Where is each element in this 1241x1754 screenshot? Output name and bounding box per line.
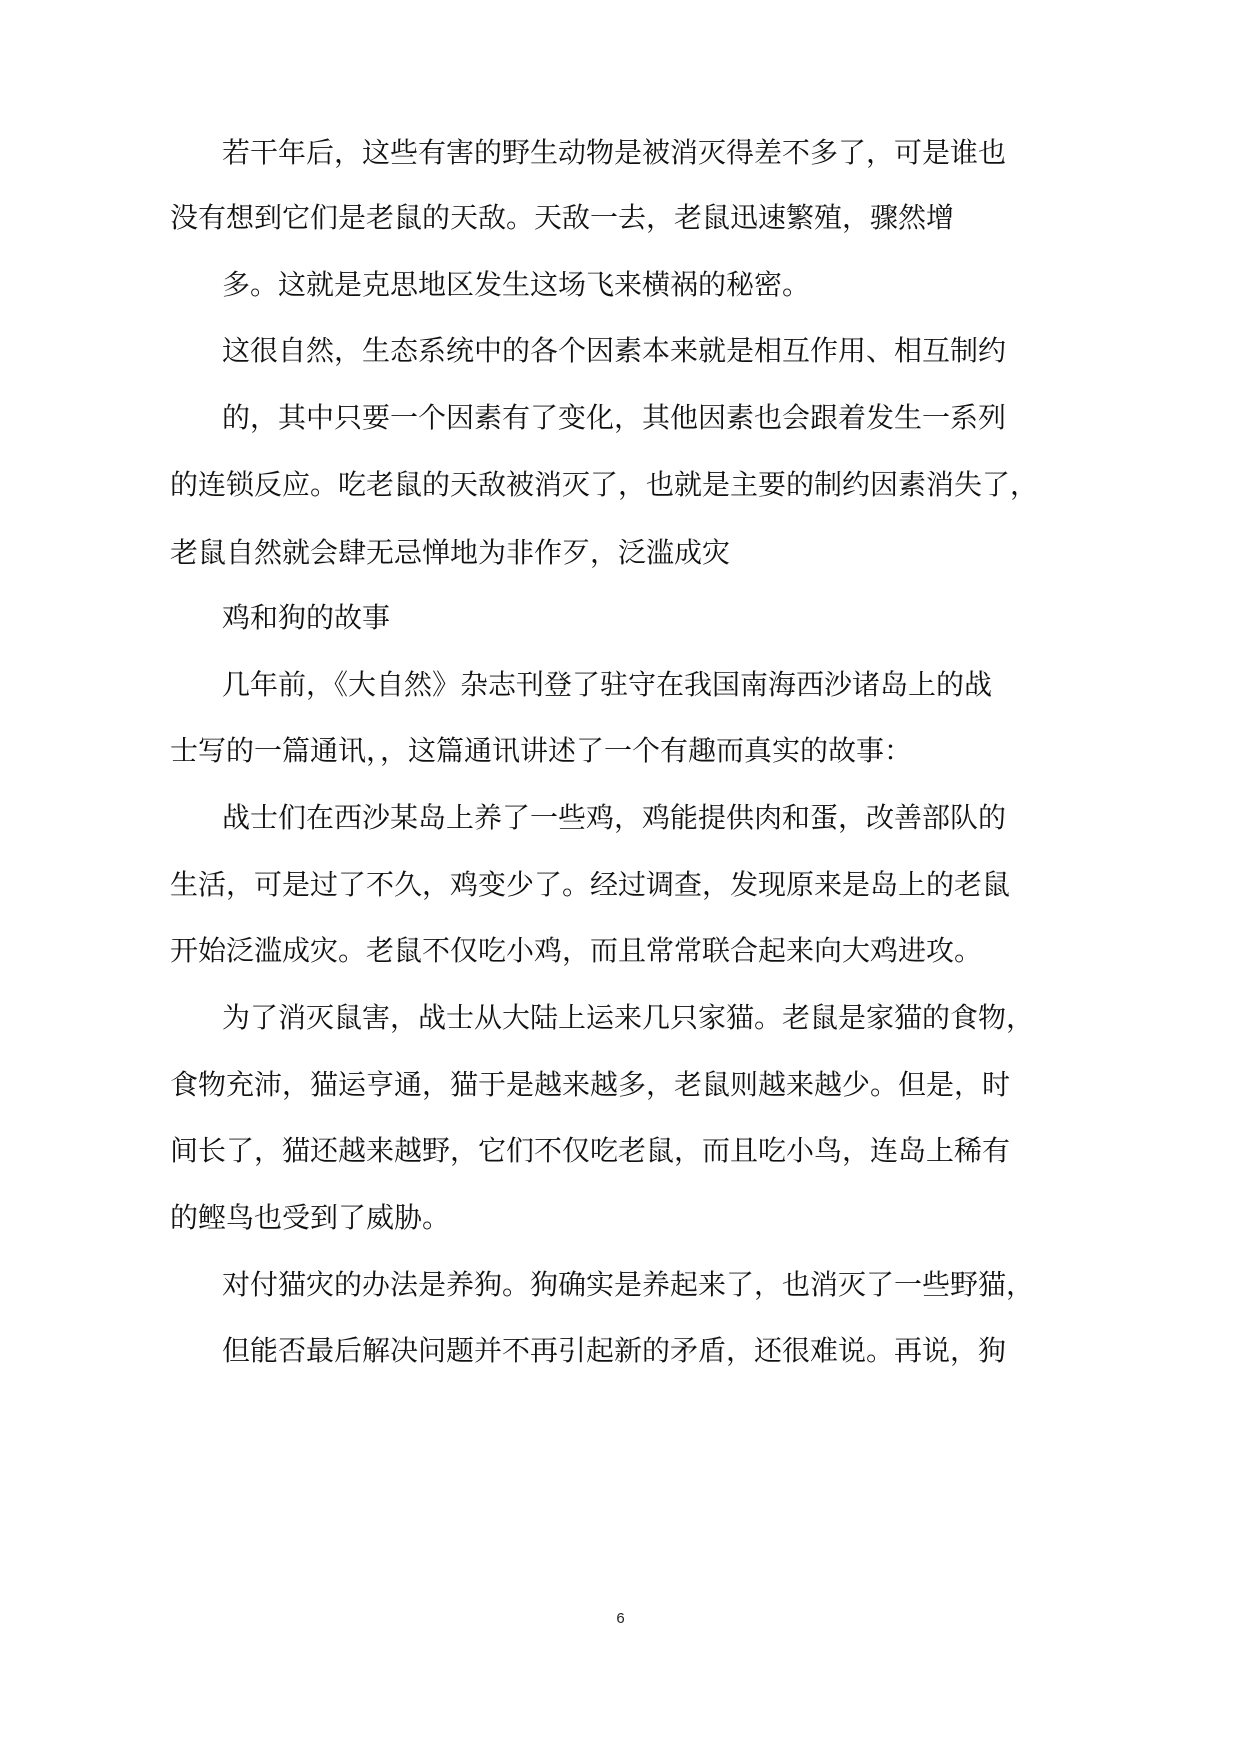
text-line: 生活，可是过了不久，鸡变少了。经过调查，发现原来是岛上的老鼠 (170, 868, 1011, 901)
text-line: 食物充沛，猫运亨通，猫于是越来越多，老鼠则越来越少。但是，时 (170, 1068, 1011, 1101)
text-line: 没有想到它们是老鼠的天敌。天敌一去，老鼠迅速繁殖，骤然增 (170, 201, 955, 234)
text-line: 多。这就是克思地区发生这场飞来横祸的秘密。 (222, 268, 811, 301)
text-line: 战士们在西沙某岛上养了一些鸡，鸡能提供肉和蛋，改善部队的 (222, 801, 1007, 834)
text-line: 间长了，猫还越来越野，它们不仅吃老鼠，而且吃小鸟，连岛上稀有 (170, 1134, 1011, 1167)
text-line: 的连锁反应。吃老鼠的天敌被消灭了，也就是主要的制约因素消失了， (170, 468, 1039, 501)
text-line: 几年前，《大自然》杂志刊登了驻守在我国南海西沙诸岛上的战 (222, 668, 993, 701)
text-line: 这很自然，生态系统中的各个因素本来就是相互作用、相互制约 (222, 334, 1007, 367)
text-line: 士写的一篇通讯，，这篇通讯讲述了一个有趣而真实的故事： (170, 734, 913, 767)
section-heading: 鸡和狗的故事 (222, 601, 391, 634)
text-line: 但能否最后解决问题并不再引起新的矛盾，还很难说。再说，狗 (222, 1334, 1007, 1367)
text-line: 开始泛滥成灾。老鼠不仅吃小鸡，而且常常联合起来向大鸡进攻。 (170, 934, 983, 967)
text-line: 对付猫灾的办法是养狗。狗确实是养起来了，也消灭了一些野猫， (222, 1268, 1035, 1301)
text-line: 的鲣鸟也受到了威胁。 (170, 1201, 451, 1234)
page-number: 6 (616, 1610, 625, 1627)
text-line: 的，其中只要一个因素有了变化，其他因素也会跟着发生一系列 (222, 401, 1007, 434)
text-line: 老鼠自然就会肆无忌惮地为非作歹，泛滥成灾 (170, 536, 731, 569)
text-line: 若干年后，这些有害的野生动物是被消灭得差不多了，可是谁也 (222, 136, 1007, 169)
text-line: 为了消灭鼠害，战士从大陆上运来几只家猫。老鼠是家猫的食物， (222, 1001, 1035, 1034)
